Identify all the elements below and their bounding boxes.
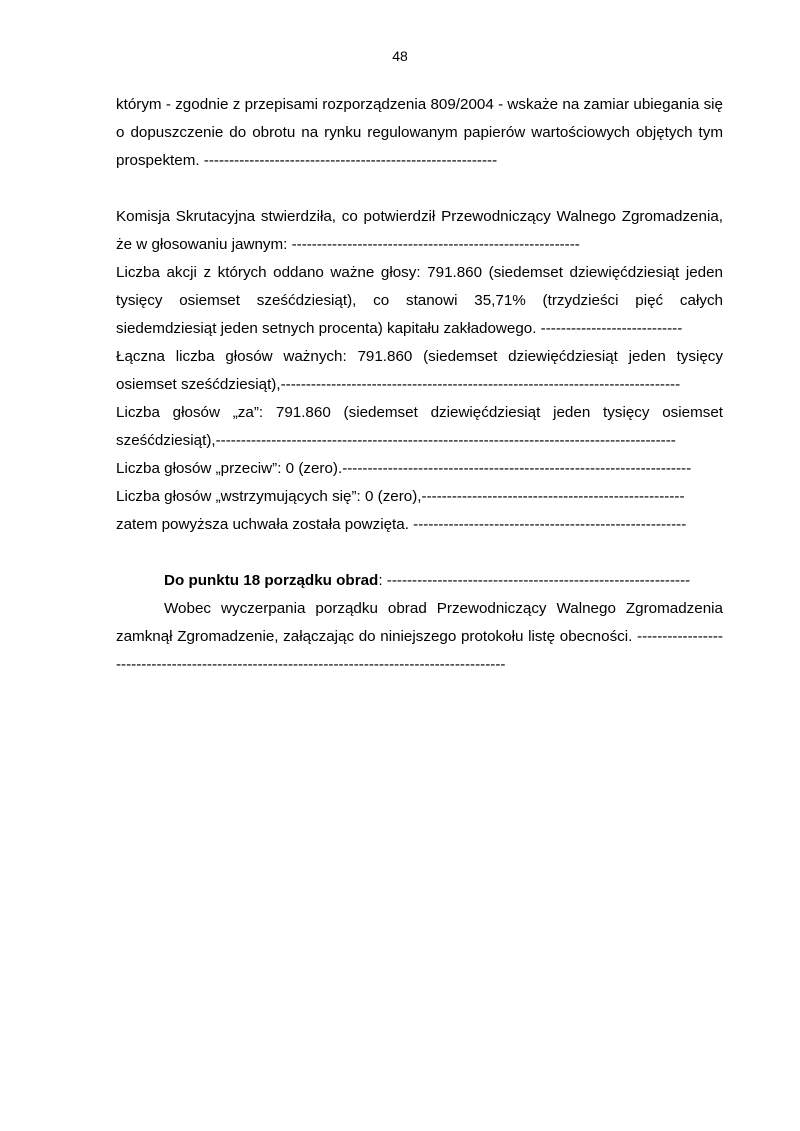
page-number: 48 bbox=[392, 48, 408, 64]
paragraph-prospectus: którym - zgodnie z przepisami rozporządzenia 809/2004 - wskaże na zamiar ubiegania się o dopuszczenie do obrotu na rynku regulowanym papierów wartościowych objętych tym prospektem. ---------------------------------------------------------- bbox=[116, 96, 723, 169]
paragraph-shares-count: Liczba akcji z których oddano ważne głosy: 791.860 (siedemset dziewięćdziesiąt jeden tysięcy osiemset sześćdziesiąt), co stanowi 35,71% (trzydzieści pięć całych siedemdziesiąt jeden setnych procenta) kapitału zakładowego. ---------------------------- bbox=[116, 264, 723, 337]
paragraph-votes-against: Liczba głosów „przeciw”: 0 (zero).--------------------------------------------------------------------- bbox=[116, 460, 692, 477]
section-heading-dashes: : ------------------------------------------------------------ bbox=[378, 572, 691, 589]
paragraph-valid-votes: Łączna liczba głosów ważnych: 791.860 (siedemset dziewięćdziesiąt jeden tysięcy osiemset sześćdziesiąt),------------------------------------------------------------------------------- bbox=[116, 348, 723, 393]
paragraph-votes-abstain: Liczba głosów „wstrzymujących się”: 0 (zero),---------------------------------------------------- bbox=[116, 488, 685, 505]
paragraph-votes-for: Liczba głosów „za”: 791.860 (siedemset dziewięćdziesiąt jeden tysięcy osiemset sześćdziesiąt),------------------------------------------------------------------------------------------- bbox=[116, 404, 723, 449]
paragraph-spacer bbox=[116, 539, 723, 567]
document-body bbox=[116, 91, 723, 679]
section-heading-point-18 bbox=[116, 567, 723, 595]
paragraph-spacer bbox=[116, 175, 723, 203]
paragraph-vote-committee: Komisja Skrutacyjna stwierdziła, co potwierdził Przewodniczący Walnego Zgromadzenia, że w głosowaniu jawnym: --------------------------------------------------------- bbox=[116, 208, 723, 253]
paragraph-meeting-closed: Wobec wyczerpania porządku obrad Przewodniczący Walnego Zgromadzenia zamknął Zgromadzenie, załączając do niniejszego protokołu listę obecności. ---------------------------------------------------------------------------------------------- bbox=[116, 600, 723, 673]
section-heading-label: Do punktu 18 porządku obrad bbox=[164, 572, 379, 589]
paragraph-resolution-adopted: zatem powyższa uchwała została powzięta. ------------------------------------------------------ bbox=[116, 516, 687, 533]
